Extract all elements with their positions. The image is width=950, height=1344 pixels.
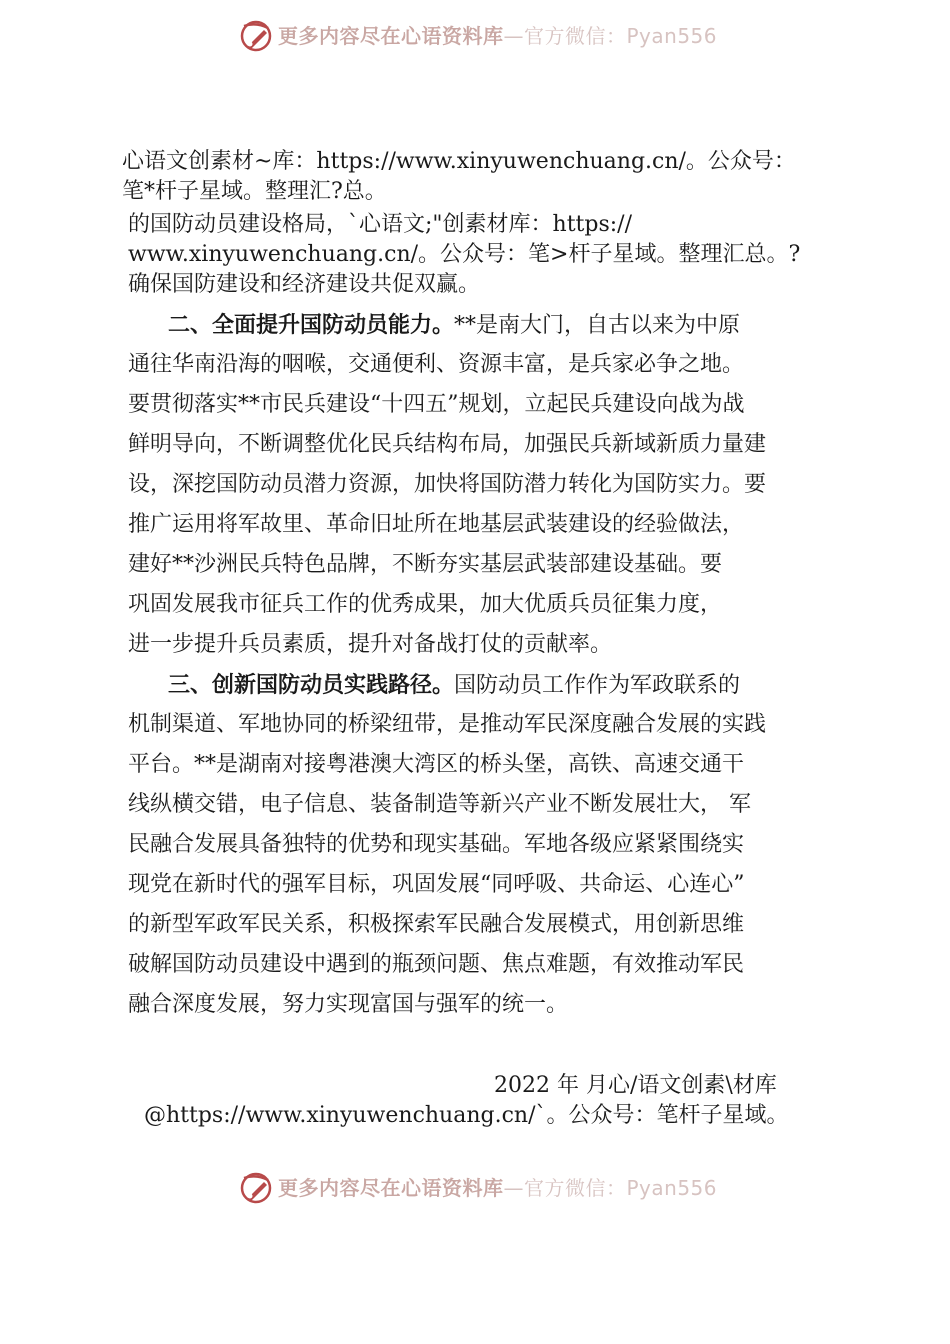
date-line: 2022 年 月心/语文创素\材库 xyxy=(494,1073,777,1098)
section2-heading: 二、全面提升国防动员能力。 xyxy=(168,312,455,338)
section2-line: 要贯彻落实**市民兵建设“十四五”规划，立起民兵建设向战为战 xyxy=(128,392,745,417)
section3-first-line-text: 国防动员工作作为军政联系的 xyxy=(454,673,741,698)
section3-line: 现党在新时代的强军目标，巩固发展“同呼吸、共命运、心连心” xyxy=(128,872,745,897)
section3-first-line xyxy=(168,670,740,701)
watermark-wechat-text: —官方微信：Pyan556 xyxy=(503,24,718,48)
pen-logo-icon xyxy=(238,1170,274,1206)
section3-line: 线纵横交错，电子信息、装备制造等新兴产业不断发展壮大， 军 xyxy=(128,792,751,817)
section3-line: 融合深度发展，努力实现富国与强军的统一。 xyxy=(128,992,569,1017)
watermark-wechat-text: —官方微信：Pyan556 xyxy=(503,1176,718,1200)
section2-line: 推广运用将军故里、革命旧址所在地基层武装建设的经验做法， xyxy=(128,512,745,537)
watermark-text xyxy=(278,1175,717,1201)
section2-first-line xyxy=(168,310,740,341)
section2-line: 建好**沙洲民兵特色品牌，不断夯实基层武装部建设基础。要 xyxy=(128,552,723,577)
section2-line: 巩固发展我市征兵工作的优秀成果，加大优质兵员征集力度， xyxy=(128,592,723,617)
section2-line: 设，深挖国防动员潜力资源，加快将国防潜力转化为国防实力。要 xyxy=(128,472,767,497)
intro-line: 心语文创素材~库：https://www.xinyuwenchuang.cn/。公众号： xyxy=(122,149,796,174)
section3-line: 民融合发展具备独特的优势和现实基础。军地各级应紧紧围绕实 xyxy=(128,832,745,857)
intro-line: 笔*杆子星域。整理汇?总。 xyxy=(122,179,387,204)
section3-line: 的新型军政军民关系，积极探索军民融合发展模式，用创新思维 xyxy=(128,912,745,937)
section3-line: 机制渠道、军地协同的桥梁纽带，是推动军民深度融合发展的实践 xyxy=(128,712,767,737)
intro-line: 确保国防建设和经济建设共促双赢。 xyxy=(128,272,481,297)
intro-line: www.xinyuwenchuang.cn/。公众号：笔>杆子星域。整理汇总。? xyxy=(128,242,801,267)
intro-line: 的国防动员建设格局，`心语文;"创素材库：https:// xyxy=(128,212,632,237)
bottom-watermark-banner xyxy=(0,1168,950,1208)
footer-url-line: @https://www.xinyuwenchuang.cn/`。公众号：笔杆子星域。 xyxy=(144,1103,789,1128)
section2-first-line-text: **是南大门，自古以来为中原 xyxy=(454,313,741,338)
watermark-main-text: 更多内容尽在心语资料库 xyxy=(278,24,504,48)
section2-line: 通往华南沿海的咽喉，交通便利、资源丰富，是兵家必争之地。 xyxy=(128,352,745,377)
section3-line: 平台。**是湖南对接粤港澳大湾区的桥头堡，高铁、高速交通干 xyxy=(128,752,745,777)
section3-heading: 三、创新国防动员实践路径。 xyxy=(168,672,455,698)
watermark-main-text: 更多内容尽在心语资料库 xyxy=(278,1176,504,1200)
section2-line: 鲜明导向，不断调整优化民兵结构布局，加强民兵新域新质力量建 xyxy=(128,432,767,457)
section2-line: 进一步提升兵员素质，提升对备战打仗的贡献率。 xyxy=(128,632,613,657)
section3-line: 破解国防动员建设中遇到的瓶颈问题、焦点难题，有效推动军民 xyxy=(128,952,745,977)
